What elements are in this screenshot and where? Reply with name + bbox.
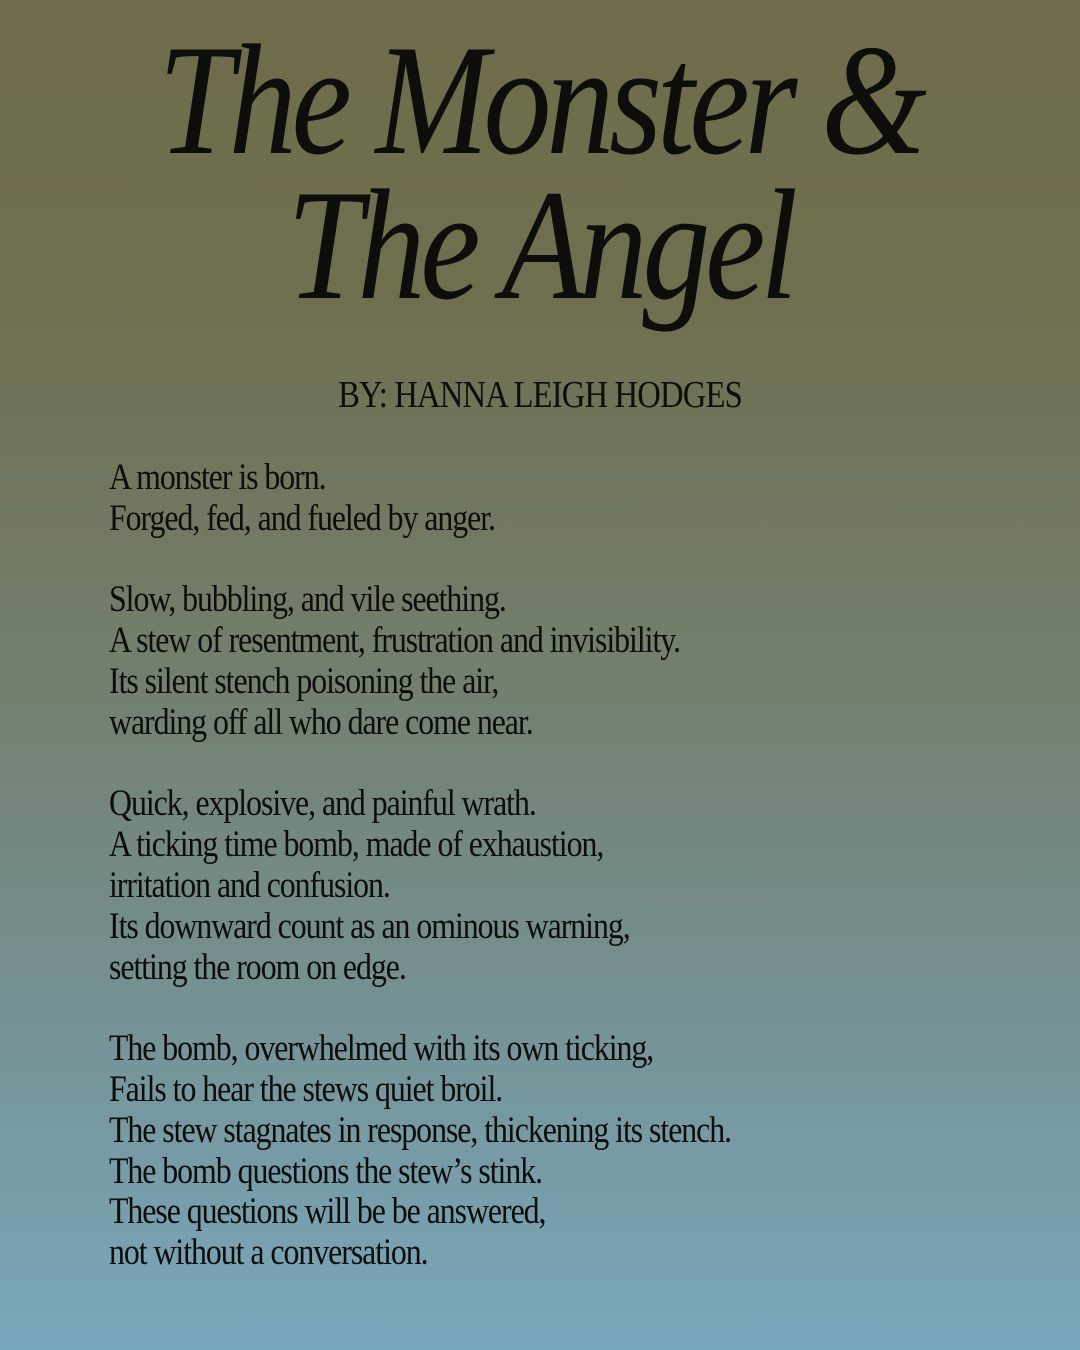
poem-line: Its downward count as an ominous warning, [109, 905, 630, 947]
stanza-4 [109, 1029, 935, 1274]
poem-line: The bomb, overwhelmed with its own ticking, [109, 1028, 654, 1070]
poem-line: Quick, explosive, and painful wrath. [109, 783, 536, 825]
poem-body [109, 458, 935, 1315]
poem-title-line-2: The Angel [287, 158, 793, 333]
poem-line: warding off all who dare come near. [109, 701, 533, 743]
poem-line: Slow, bubbling, and vile seething. [109, 579, 506, 621]
poem-title-line-1: The Monster & [158, 13, 922, 188]
poem-line: Forged, fed, and fueled by anger. [109, 497, 495, 539]
stanza-2 [109, 580, 935, 743]
poem-line: Its silent stench poisoning the air, [109, 660, 499, 702]
poem-line: Fails to hear the stews quiet broil. [109, 1068, 503, 1110]
poem-line: setting the room on edge. [109, 946, 406, 988]
poem-line: A ticking time bomb, made of exhaustion, [109, 824, 604, 866]
poem-line: The stew stagnates in response, thickening its stench. [109, 1109, 732, 1151]
poem-line: not without a conversation. [109, 1232, 428, 1274]
poem-title [76, 13, 1005, 333]
stanza-1 [109, 458, 935, 540]
author-byline: BY: HANNA LEIGH HODGES [338, 374, 742, 416]
poem-line: A monster is born. [109, 457, 326, 498]
stanza-3 [109, 784, 935, 988]
poem-line: The bomb questions the stew’s stink. [109, 1150, 543, 1192]
poem-line: These questions will be be answered, [109, 1191, 546, 1233]
poem-line: irritation and confusion. [109, 864, 390, 906]
poem-line: A stew of resentment, frustration and invisibility. [109, 620, 680, 662]
